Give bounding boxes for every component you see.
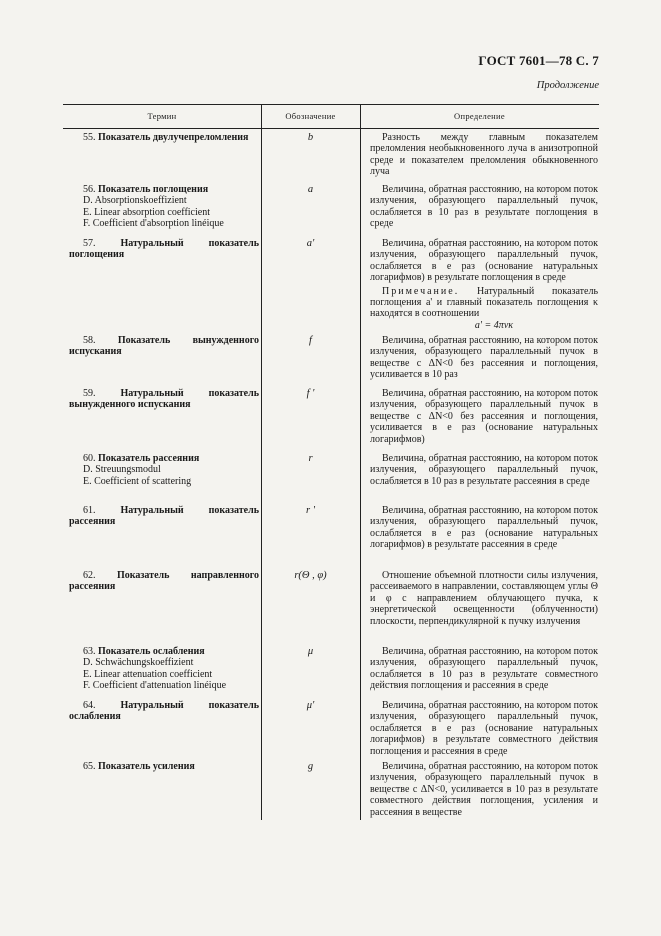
terms-table xyxy=(63,104,599,820)
term-title: Натуральный показатель вынужденного испускания xyxy=(69,388,259,410)
foreign-equivalent: E. Linear absorption coefficient xyxy=(83,206,210,218)
term-number: 57. xyxy=(83,238,96,249)
definition-cell: Величина, обратная расстоянию, на котором поток излучения, образующего параллельный пучок, ослабляется в e раз (основание натуральных логарифмов) в результате совместного действия поглощения и рассеяния в среде xyxy=(370,700,598,757)
definition-cell: Разность между главным показателем преломления необыкновенного луча в анизотропной среде и показателем преломления обыкновенного луча xyxy=(370,132,598,178)
note-text: Натуральный показатель поглощения a' и главный показатель поглощения κ находятся в соотношении xyxy=(370,285,599,320)
term-title: Натуральный показатель рассеяния xyxy=(69,505,259,527)
term-cell xyxy=(69,570,259,592)
foreign-equivalent: E. Linear attenuation coefficient xyxy=(83,668,213,680)
table-top-rule xyxy=(63,104,599,105)
term-cell xyxy=(69,132,259,143)
column-header-term: Термин xyxy=(147,111,177,121)
term-number: 55. xyxy=(83,132,96,143)
foreign-equivalent: F. Coefficient d'attenuation linéique xyxy=(83,680,227,691)
definition-cell: Величина, обратная расстоянию, на котором поток излучения, образующего параллельный пучок, ослабляется в 10 раз в результате совместного действия поглощения и рассеяния в среде xyxy=(370,646,598,692)
term-title: Показатель направленного рассеяния xyxy=(69,570,260,592)
page-header: ГОСТ 7601—78 С. 7 xyxy=(478,53,599,68)
note-label: Примечание. xyxy=(382,285,460,297)
term-number: 61. xyxy=(83,505,96,516)
symbol-cell: a' xyxy=(306,238,315,249)
definition-cell: Величина, обратная расстоянию, на котором поток излучения, образующего параллельный пучок в веществе с ΔN<0 без рассеяния и поглощения, усиливается в 10 раз xyxy=(370,335,598,381)
symbol-cell: a xyxy=(307,184,314,195)
definition-cell: Величина, обратная расстоянию, на котором поток излучения, образующего параллельный пучок, ослабляется в e раз (основание натуральных логарифмов) в результате поглощения в среде Примечание. Натуральный показатель поглощения a' и главный показатель поглощения κ находятся в соотношении a' = 4πνκ xyxy=(370,238,599,331)
term-cell xyxy=(69,335,259,357)
symbol-cell: μ xyxy=(307,646,314,657)
term-title: Показатель усиления xyxy=(98,761,195,772)
term-cell xyxy=(69,453,259,487)
definition-cell: Величина, обратная расстоянию, на котором поток излучения, образующего параллельный пучок, ослабляется в 10 раз в результате поглощения в среде xyxy=(370,184,598,230)
definition-cell: Величина, обратная расстоянию, на котором поток излучения, образующего параллельный пучок в веществе с ΔN<0, усиливается в 10 раз в результате совместного действия поглощения, усиления и рассеяния в веществе xyxy=(370,761,598,818)
symbol-cell: f xyxy=(309,335,312,346)
term-number: 56. xyxy=(83,184,96,195)
symbol-cell: r ' xyxy=(306,505,315,516)
foreign-equivalent: D. Schwächungskoeffizient xyxy=(83,657,194,668)
symbol-cell: g xyxy=(307,761,314,772)
term-cell xyxy=(69,700,259,722)
foreign-equivalent: D. Streuungsmodul xyxy=(83,464,161,475)
foreign-equivalent: D. Absorptionskoeffizient xyxy=(83,195,187,206)
term-title: Показатель рассеяния xyxy=(98,453,200,464)
formula: a' = 4πνκ xyxy=(474,319,514,331)
term-title: Показатель ослабления xyxy=(98,646,205,657)
foreign-equivalent: F. Coefficient d'absorption linéique xyxy=(83,218,224,229)
term-number: 62. xyxy=(83,570,96,581)
continuation-label: Продолжение xyxy=(536,80,599,91)
definition-cell: Отношение объемной плотности силы излучения, рассеиваемого в направлении, составляющем углы Θ и φ с направлением облучающего пучка, к энергетической освещенности (облученности) плоскости, перпендикулярной к пучку излучения xyxy=(370,570,598,627)
term-number: 58. xyxy=(83,335,96,346)
term-cell xyxy=(69,184,259,230)
symbol-cell: r(Θ , φ) xyxy=(294,570,327,581)
term-cell xyxy=(69,761,259,772)
term-number: 63. xyxy=(83,646,96,657)
table-header-rule xyxy=(63,128,599,129)
term-title: Показатель двулучепреломления xyxy=(98,132,249,143)
definition-cell: Величина, обратная расстоянию, на котором поток излучения, образующего параллельный пучок, ослабляется в 10 раз в результате рассеяния в среде xyxy=(370,453,598,487)
term-title: Натуральный показатель поглощения xyxy=(69,238,259,260)
symbol-cell: r xyxy=(308,453,313,464)
term-number: 65. xyxy=(83,761,96,772)
term-number: 60. xyxy=(83,453,96,464)
column-header-symbol: Обозначение xyxy=(285,111,336,121)
column-header-definition: Определение xyxy=(454,111,505,121)
term-number: 59. xyxy=(83,388,96,399)
symbol-cell: b xyxy=(307,132,314,143)
symbol-cell: μ' xyxy=(306,700,315,711)
term-cell xyxy=(69,238,259,260)
symbol-cell: f ' xyxy=(306,388,315,399)
term-cell xyxy=(69,646,259,692)
foreign-equivalent: E. Coefficient of scattering xyxy=(83,475,192,487)
term-title: Натуральный показатель ослабления xyxy=(69,700,259,722)
term-cell xyxy=(69,505,259,527)
definition-cell: Величина, обратная расстоянию, на котором поток излучения, образующего параллельный пучок, ослабляется в e раз (основание натуральных логарифмов) в результате рассеяния в среде xyxy=(370,505,598,551)
column-divider xyxy=(360,104,361,820)
term-cell xyxy=(69,388,259,410)
definition-cell: Величина, обратная расстоянию, на котором поток излучения, образующего параллельный пучок в веществе с ΔN<0 без рассеяния и поглощения, усиливается в e раз (основание натуральных логарифмов) xyxy=(370,388,598,445)
term-title: Показатель вынужденного испускания xyxy=(69,335,259,357)
term-title: Показатель поглощения xyxy=(98,184,209,195)
term-number: 64. xyxy=(83,700,96,711)
